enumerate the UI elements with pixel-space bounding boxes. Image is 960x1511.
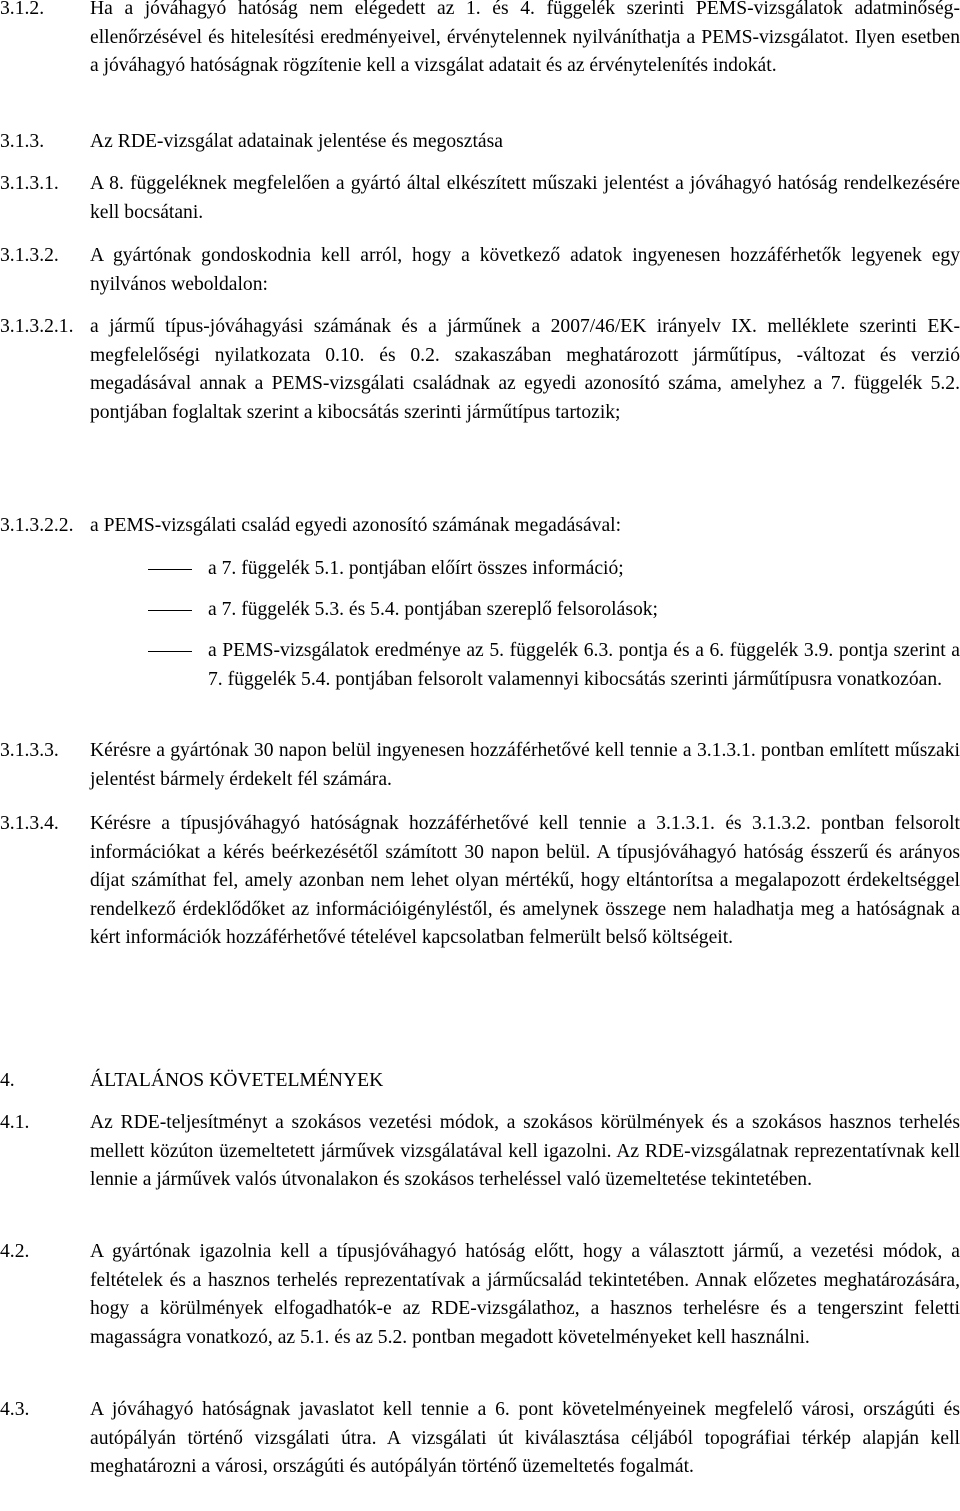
- section-number: 4.2.: [0, 1241, 30, 1262]
- section-number: 3.1.3.4.: [0, 813, 59, 834]
- dash-icon: [148, 569, 192, 570]
- section-3-1-2: [0, 0, 960, 81]
- dash-icon: [148, 610, 192, 611]
- section-text: Az RDE-teljesítményt a szokásos vezetési módok, a szokásos körülmények és a szokásos hasznos terhelés mellett közúton üzemeltetett járművek vizsgálatával kell igazolni. Az RDE-vizsgálatnak reprezentatívnak kell lennie a járművek valós útvonalakon és szokásos terheléssel való üzemeltetése tekintetében.: [90, 1112, 960, 1191]
- section-text: Ha a jóváhagyó hatóság nem elégedett az 1. és 4. függelék szerinti PEMS-vizsgálatok adatminőség-ellenőrzésével és hitelesítési eredményeivel, érvénytelennek nyilváníthatja a PEMS-vizsgálatot. Ilyen esetben a jóváhagyó hatóságnak rögzítenie kell a vizsgálat adatait és az érvénytelenítés indokát.: [90, 0, 960, 77]
- section-heading: Az RDE-vizsgálat adatainak jelentése és megosztása: [90, 131, 503, 152]
- section-text: a PEMS-vizsgálati család egyedi azonosító számának megadásával:: [90, 515, 622, 536]
- section-number: 4.3.: [0, 1399, 30, 1420]
- section-text: Kérésre a típusjóváhagyó hatóságnak hozzáférhetővé kell tennie a 3.1.3.1. és 3.1.3.2. pontban felsorolt információkat a kérés beérkezésétől számított 30 napon belül. A típusjóváhagyó hatóság ésszerű és arányos díjat számíthat fel, amely azonban nem lehet olyan mértékű, hogy eltántorítsa a megalapozott érdekeltséggel rendelkező érdeklődőket az információigényléstől, és amelynek összege nem haladhatja meg a hatóságnak a kért információk hozzáférhetővé tételével kapcsolatban felmerült belső költségeit.: [90, 813, 960, 949]
- section-number: 4.1.: [0, 1112, 30, 1133]
- section-4-1: [0, 1109, 960, 1195]
- section-4-3: [0, 1396, 960, 1482]
- list-item: [0, 596, 960, 625]
- section-3-1-3-3: [0, 737, 960, 794]
- section-3-1-3-2-1: [0, 313, 960, 427]
- section-4-2: [0, 1238, 960, 1352]
- section-text: A jóváhagyó hatóságnak javaslatot kell tennie a 6. pont követelményeinek megfelelő városi, országúti és autópályán történő vizsgálati útra. A vizsgálati út kiválasztása céljából topográfiai térkép alapján kell meghatározni a városi, országúti és autópályán történő üzemeltetés fogalmát.: [90, 1399, 960, 1478]
- section-text: A 8. függeléknek megfelelően a gyártó által elkészített műszaki jelentést a jóváhagyó hatóság rendelkezésére kell bocsátani.: [90, 173, 960, 223]
- section-text: a jármű típus-jóváhagyási számának és a járműnek a 2007/46/EK irányelv IX. melléklete szerinti EK-megfelelőségi nyilatkozata 0.10. és 0.2. szakaszában meghatározott járműtípus, -változat és verzió megadásával annak a PEMS-vizsgálati családnak az egyedi azonosító száma, amelyhez a 7. függelék 5.2. pontjában foglaltak szerint a kibocsátás szerinti járműtípus tartozik;: [90, 316, 960, 423]
- section-text: A gyártónak igazolnia kell a típusjóváhagyó hatóság előtt, hogy a választott jármű, a vezetési módok, a feltételek és a hasznos terhelés reprezentatívak a járműcsalád tekintetében. Annak előzetes meghatározására, hogy a körülmények elfogadhatók-e az RDE-vizsgálathoz, a hasznos terhelésre és a tengerszint feletti magasságra vonatkozó, az 5.1. és az 5.2. pontban megadott követelményeket kell használni.: [90, 1241, 960, 1348]
- section-number: 3.1.3.1.: [0, 173, 59, 194]
- section-3-1-3-heading: [0, 128, 960, 157]
- list-item-text: a PEMS-vizsgálatok eredménye az 5. függelék 6.3. pontja és a 6. függelék 3.9. pontja szerint a 7. függelék 5.4. pontjában felsorolt valamennyi kibocsátás szerinti járműtípusra vonatkozóan.: [208, 640, 960, 690]
- section-text: A gyártónak gondoskodnia kell arról, hogy a következő adatok ingyenesen hozzáférhetők legyenek egy nyilvános weboldalon:: [90, 245, 960, 295]
- list-item: [0, 555, 960, 584]
- section-number: 3.1.3.2.1.: [0, 316, 74, 337]
- section-number: 4.: [0, 1070, 15, 1091]
- section-number: 3.1.3.2.: [0, 245, 59, 266]
- section-text: Kérésre a gyártónak 30 napon belül ingyenesen hozzáférhetővé kell tennie a 3.1.3.1. pontban említett műszaki jelentést bármely érdekelt fél számára.: [90, 740, 960, 790]
- section-3-1-3-4: [0, 810, 960, 953]
- section-3-1-3-1: [0, 170, 960, 227]
- dash-icon: [148, 651, 192, 652]
- section-heading: ÁLTALÁNOS KÖVETELMÉNYEK: [90, 1070, 384, 1091]
- section-number: 3.1.3.: [0, 131, 45, 152]
- section-3-1-3-2: [0, 242, 960, 299]
- section-number: 3.1.3.3.: [0, 740, 59, 761]
- section-4-heading: [0, 1067, 960, 1096]
- section-number: 3.1.3.2.2.: [0, 515, 74, 536]
- section-3-1-3-2-2: [0, 512, 960, 541]
- list-item-text: a 7. függelék 5.1. pontjában előírt összes információ;: [208, 558, 624, 579]
- section-number: 3.1.2.: [0, 0, 45, 19]
- list-item-text: a 7. függelék 5.3. és 5.4. pontjában szereplő felsorolások;: [208, 599, 658, 620]
